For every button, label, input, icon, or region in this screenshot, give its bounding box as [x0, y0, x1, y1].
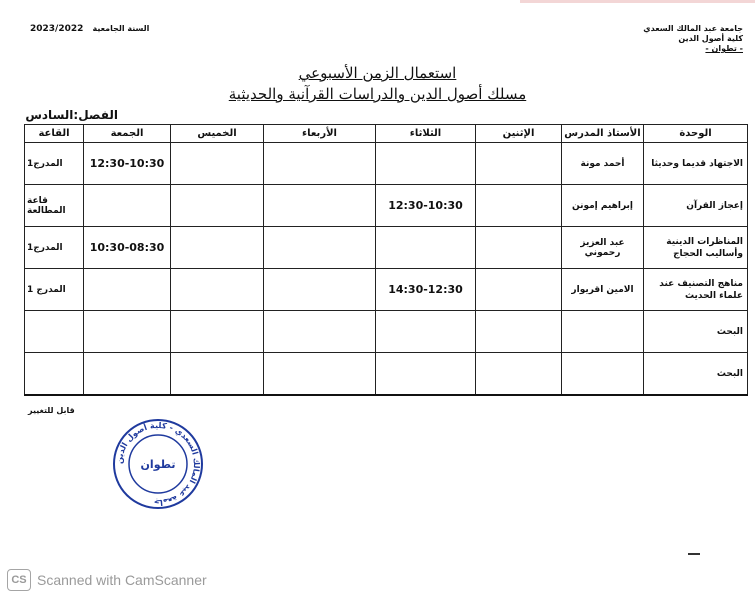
table-header-row: [25, 125, 748, 143]
table-row: [25, 185, 748, 227]
academic-year: [30, 24, 149, 34]
teacher-cell: إبراهيم إمونن: [562, 185, 644, 227]
teacher-cell: [562, 353, 644, 396]
city-name: - تطوان -: [705, 44, 743, 53]
subject-to-change-note: قابل للتغيير: [28, 406, 75, 415]
tuesday-cell: [376, 353, 476, 396]
camscanner-icon: CS: [7, 569, 31, 591]
header-wednesday: الأربعاء: [264, 125, 376, 143]
header-unit: الوحدة: [644, 125, 748, 143]
header-room: القاعة: [25, 125, 84, 143]
friday-cell: 10:30-08:30: [84, 227, 171, 269]
teacher-cell: أحمد مونة: [562, 143, 644, 185]
room-cell: [25, 353, 84, 396]
header-thursday: الخميس: [171, 125, 264, 143]
wednesday-cell: [264, 269, 376, 311]
table-row: [25, 143, 748, 185]
wednesday-cell: [264, 143, 376, 185]
top-edge-stripe: [520, 0, 755, 3]
schedule-table: [24, 124, 748, 396]
stray-mark: [688, 553, 700, 555]
monday-cell: [476, 269, 562, 311]
monday-cell: [476, 311, 562, 353]
thursday-cell: [171, 185, 264, 227]
friday-cell: [84, 185, 171, 227]
thursday-cell: [171, 143, 264, 185]
wednesday-cell: [264, 311, 376, 353]
tuesday-cell: [376, 311, 476, 353]
unit-cell: إعجاز القرآن: [644, 185, 748, 227]
tuesday-cell: [376, 143, 476, 185]
table-row: [25, 311, 748, 353]
university-stamp: [112, 418, 204, 510]
monday-cell: [476, 353, 562, 396]
teacher-cell: عبد العزيز رحموني: [562, 227, 644, 269]
room-cell: المدرج 1: [25, 269, 84, 311]
room-cell: [25, 311, 84, 353]
monday-cell: [476, 143, 562, 185]
wednesday-cell: [264, 353, 376, 396]
faculty-name: كلية أصول الدين: [678, 34, 743, 43]
tuesday-cell: 14:30-12:30: [376, 269, 476, 311]
scanner-text: Scanned with CamScanner: [37, 572, 207, 588]
room-cell: المدرج1: [25, 143, 84, 185]
unit-cell: مناهج التصنيف عند علماء الحديث: [644, 269, 748, 311]
unit-cell: المناظرات الدينية وأساليب الحجاج: [644, 227, 748, 269]
room-cell: المدرج1: [25, 227, 84, 269]
teacher-cell: [562, 311, 644, 353]
tuesday-cell: [376, 227, 476, 269]
stamp-center-text: تطوان: [140, 458, 176, 471]
wednesday-cell: [264, 185, 376, 227]
semester-label: الفصل:السادس: [25, 108, 118, 122]
tuesday-cell: 12:30-10:30: [376, 185, 476, 227]
thursday-cell: [171, 311, 264, 353]
teacher-cell: الامين اقريوار: [562, 269, 644, 311]
unit-cell: الاجتهاد قديما وحديثا: [644, 143, 748, 185]
university-name: جامعة عبد المالك السعدي: [643, 24, 743, 33]
table-row: [25, 353, 748, 396]
thursday-cell: [171, 227, 264, 269]
header-friday: الجمعة: [84, 125, 171, 143]
wednesday-cell: [264, 227, 376, 269]
thursday-cell: [171, 269, 264, 311]
friday-cell: [84, 353, 171, 396]
header-teacher: الأستاذ المدرس: [562, 125, 644, 143]
page-subtitle: مسلك أصول الدين والدراسات القرآنية والحديثية: [228, 85, 527, 103]
header-monday: الإثنين: [476, 125, 562, 143]
friday-cell: 12:30-10:30: [84, 143, 171, 185]
stamp-ring-text: جامعة عبد المالك السعدي - كلية أصول الدين: [114, 420, 202, 508]
table-row: [25, 227, 748, 269]
header-tuesday: الثلاثاء: [376, 125, 476, 143]
friday-cell: [84, 269, 171, 311]
monday-cell: [476, 227, 562, 269]
room-cell: قاعة المطالعة: [25, 185, 84, 227]
academic-year-value: 2023/2022: [30, 24, 84, 34]
academic-year-label: السنة الجامعية: [92, 24, 150, 33]
unit-cell: البحث: [644, 353, 748, 396]
university-header: [643, 24, 743, 54]
unit-cell: البحث: [644, 311, 748, 353]
table-row: [25, 269, 748, 311]
monday-cell: [476, 185, 562, 227]
thursday-cell: [171, 353, 264, 396]
scanner-watermark: [7, 569, 207, 591]
friday-cell: [84, 311, 171, 353]
page-title: استعمال الزمن الأسبوعي: [298, 64, 457, 82]
